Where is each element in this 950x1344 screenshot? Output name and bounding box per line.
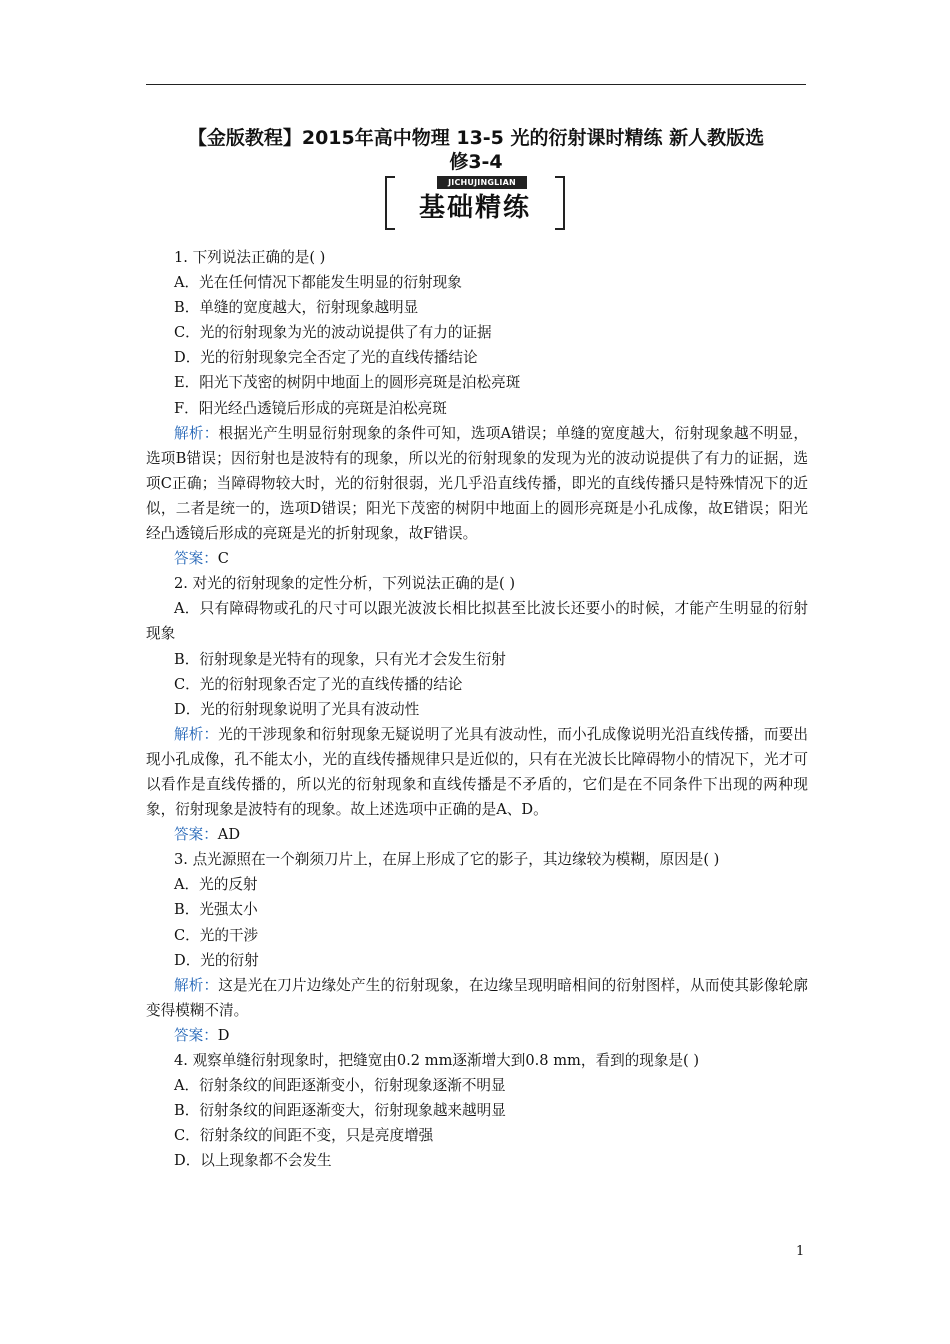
section-banner (385, 176, 565, 230)
banner-right-bracket (555, 176, 565, 230)
q3-option-a: A．光的反射 (174, 876, 258, 894)
q3-answer (146, 1023, 808, 1048)
section-pinyin: JICHUJINGLIAN (437, 176, 527, 189)
q1-stem: 1. 下列说法正确的是( ) (174, 249, 326, 266)
banner-left-bracket (385, 176, 395, 230)
q1-analysis (146, 421, 808, 546)
q2-answer-value: AD (217, 826, 241, 844)
title-line-1: 【金版教程】2015年高中物理 13-5 光的衍射课时精练 新人教版选 (187, 127, 765, 149)
q1-option-d: D．光的衍射现象完全否定了光的直线传播结论 (174, 349, 478, 367)
q3-analysis-text: 这是光在刀片边缘处产生的衍射现象，在边缘呈现明暗相间的衍射图样，从而使其影像轮廓变得模糊不清。 (146, 976, 808, 1019)
section-title: 基础精练 (418, 193, 531, 223)
q4-stem: 4. 观察单缝衍射现象时，把缝宽由0.2 mm逐渐增大到0.8 mm，看到的现象是( ) (174, 1052, 700, 1069)
header-rule (146, 84, 806, 85)
answer-label: 答案： (174, 826, 218, 844)
q3-option-c: C．光的干涉 (174, 926, 259, 944)
q1-answer-value: C (217, 550, 229, 568)
answer-label: 答案： (174, 550, 218, 568)
analysis-label: 解析： (174, 424, 219, 442)
q2-stem: 2. 对光的衍射现象的定性分析，下列说法正确的是( ) (174, 575, 516, 593)
q4-option-d: D．以上现象都不会发生 (174, 1152, 332, 1170)
q2-analysis-text: 光的干涉现象和衍射现象无疑说明了光具有波动性，而小孔成像说明光沿直线传播，而要出现小孔成像，孔不能太小，光的直线传播规律只是近似的，只有在光波长比障碍物小的情况下，光才可以看作是直线传播的，所以光的衍射现象和直线传播是不矛盾的，它们是在不同条件下出现的两种现象，衍射现象是波特有的现象。故上述选项中正确的是A、D。 (146, 725, 808, 819)
answer-label: 答案： (174, 1026, 218, 1044)
q2-option-d: D．光的衍射现象说明了光具有波动性 (174, 700, 420, 718)
page-number: 1 (796, 1244, 805, 1259)
q4-option-c: C．衍射条纹的间距不变，只是亮度增强 (174, 1127, 434, 1145)
analysis-label: 解析： (174, 976, 219, 994)
q1-analysis-text: 根据光产生明显衍射现象的条件可知，选项A错误；单缝的宽度越大，衍射现象越不明显，选项B错误；因衍射也是波特有的现象，所以光的衍射现象的发现为光的波动说提供了有力的证据，选项C正确；当障碍物较大时，光的衍射很弱，光几乎沿直线传播，即光的直线传播只是特殊情况下的近似，二者是统一的，选项D错误；阳光下茂密的树阴中地面上的圆形亮斑是小孔成像，故E错误；阳光经凸透镜后形成的亮斑是光的折射现象，故F错误。 (146, 424, 808, 543)
q1-option-b: B．单缝的宽度越大，衍射现象越明显 (174, 299, 419, 317)
q3-option-d: D．光的衍射 (174, 951, 259, 969)
q2-answer (146, 822, 808, 847)
q2-option-c: C．光的衍射现象否定了光的直线传播的结论 (174, 675, 463, 693)
q1-option-f: F．阳光经凸透镜后形成的亮斑是泊松亮斑 (174, 399, 447, 417)
q1-option-a: A．光在任何情况下都能发生明显的衍射现象 (174, 274, 462, 292)
exercise-content (146, 245, 808, 1173)
q2-analysis (146, 722, 808, 822)
title-line-2: 修3-4 (449, 151, 503, 173)
q1-option-e: E．阳光下茂密的树阴中地面上的圆形亮斑是泊松亮斑 (174, 374, 521, 392)
q4-option-a: A．衍射条纹的间距逐渐变小，衍射现象逐渐不明显 (174, 1077, 506, 1095)
q4-option-b: B．衍射条纹的间距逐渐变大，衍射现象越来越明显 (174, 1102, 506, 1120)
document-title (146, 126, 806, 174)
q1-answer (146, 546, 808, 571)
q2-option-a: A．只有障碍物或孔的尺寸可以跟光波波长相比拟甚至比波长还要小的时候，才能产生明显的衍射现象 (146, 600, 808, 643)
q3-stem: 3. 点光源照在一个剃须刀片上，在屏上形成了它的影子，其边缘较为模糊，原因是( ) (174, 851, 720, 869)
analysis-label: 解析： (174, 725, 219, 743)
q2-option-b: B．衍射现象是光特有的现象，只有光才会发生衍射 (174, 650, 506, 668)
q1-option-c: C．光的衍射现象为光的波动说提供了有力的证据 (174, 324, 492, 342)
q3-analysis (146, 973, 808, 1023)
q3-option-b: B．光强太小 (174, 901, 258, 919)
q3-answer-value: D (217, 1026, 230, 1044)
